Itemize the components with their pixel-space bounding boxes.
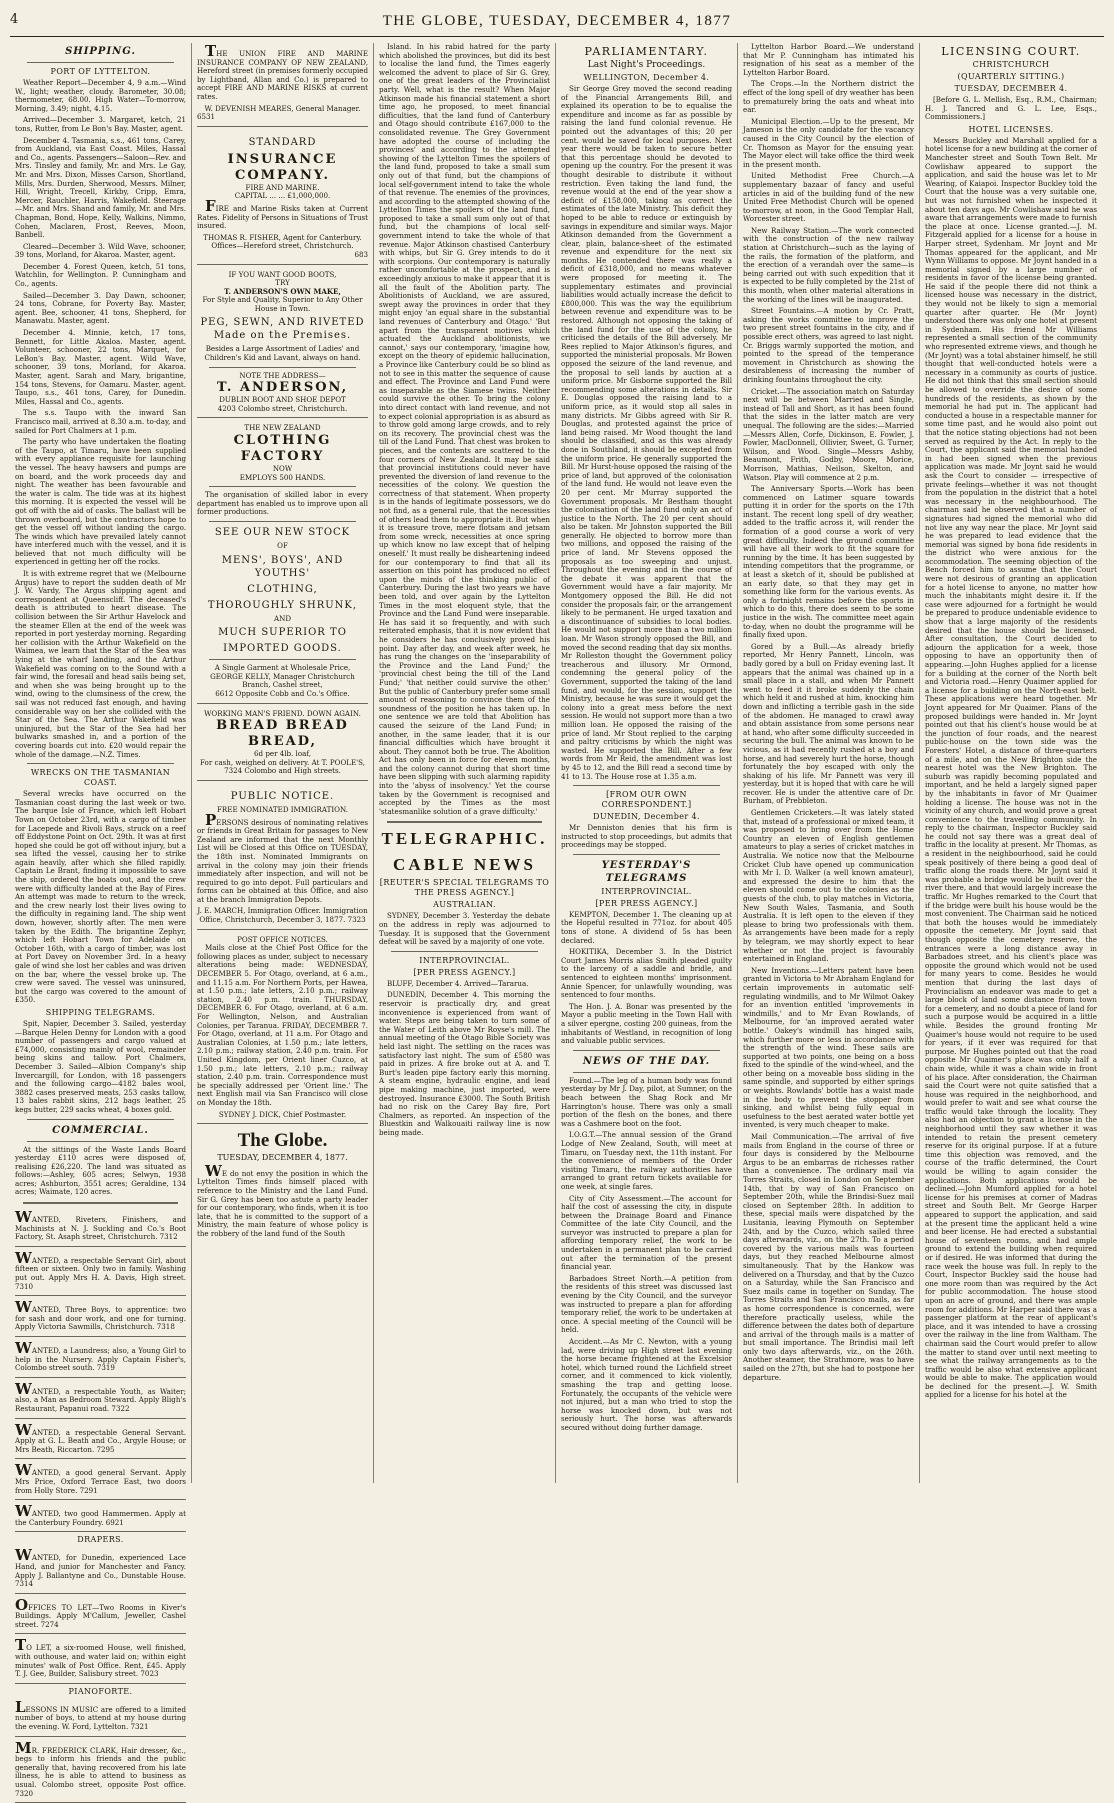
boot-note: NOTE THE ADDRESS— [239, 370, 326, 380]
boot-lead: IF YOU WANT GOOD BOOTS, [228, 269, 337, 279]
bonar-telegram: The Hon. J. A. Bonar was presented by the Mayor a public meeting in the Town Hall with a silver epergne, costing 200 guineas, from the inhabitants of Westland, in recognition of long and valuable public services. [561, 1001, 732, 1046]
masthead [10, 8, 1104, 37]
dunedin-telegram: DUNEDIN, December 4. This morning the reservoir is practically dry, and great inconvenience is experienced from want of water. Steps are being taken to turn some of the Water of Leith above Mr Royse's mill. The annual meeting of the Otago Bible Society was held last night. The settling on the races was satisfactory last night. The sum of £580 was paid in prizes. A fire broke out at A. and T. Burt's leaden pipe factory early this morning. A steam engine, hydraulic engine, and lead pipe making machine, just imported, were destroyed. Insurance £3000. The South British had no risk on the Carey Bay fire, Port Chalmers, as reported. An inspection of the Bluestkin and Walkouaiti railway line is now being made. [379, 990, 550, 1137]
licensing-report: Messrs Buckley and Marshall applied for a hotel license for a new building at the corner of Manchester street and South Town Belt. Mr Cowlishaw appeared to support the application, and said the house was let to Mr Wearing, of Kaiapoi. Inspector Buckley told the Court that the house was a very suitable one, but was not furnished when he inspected it about ten days ago. Mr Cowlishaw said he was aware that arrangements were made to furnish the place at once. License granted.—J. M. Fitzgerald applied for a license for a house in Harper street, Sydenham. Mr Joynt and Mr Thomas appeared for the applicant, and Mr Wynn Williams to oppose. Mr Joynt handed in a memorial signed by a large number of residents in favor of the license being granted. He said if the people there did not think a licensed house was necessary in the district, they would not be likely to sign a memorial quarter after quarter. He (Mr Joynt) understood there was only one hotel at present in Sydenham. His friend Mr Williams represented a small section of the community who represented extreme views, and though he (Mr Joynt) was a total abstainer himself, he still thought that well-conducted hotels were a necessary in a community as courts of justice. He did not think that this small section should be allowed to override the desire of some hundreds of the residents, as shown by the memorial he had put in. The applicant had conducted a house in a respectable manner for some time past, and he would also point out that the notice stating objections had not been served as required by the Act. In reply to the Court, the applicant said the memorial handed in had been signed when the previous application was made. Mr Joynt said he would ask the Court to consider — irrespective of private feelings—whether it was not thought from the population in the district that a hotel was necessary in the neighbourhood. The chairman said he observed that a number of signatures had signed the memorial who did not live any way near the place. Mr Joynt said he was prepared to lead evidence that the memorial was signed by bona fide residents in the district who were anxious for the accommodation. The seeming objection of the Bench forced him to assume that the Court were not desirous of granting an application for a hotel license to anyone, no matter how much the inhabitants might desire it. If the case were adjourned for a fortnight he would be prepared to produce undeniable evidence to show that a large majority of the residents desired that the house should be licensed. After consultation, the Court decided to adjourn the application for a week, those opposing to have an opportunity then of appearing.—John Hughes applied for a license for a building at the corner of the North belt and Victoria road.—Henry Quaimer applied for a license for a building on the North-east belt. These applications were heard together. Mr Joynt appeared for Mr Quaimer. Plans of the proposed buildings were handed in. Mr Joynt pointed out that his client's house would be at the junction of four roads, and the nearest public-house on the town side was the Foresters' Hotel, a distance of three-quarters of a mile, and on the New Brighton side the nearest hotel was the New Brighton. The suburb was rapidly becoming populated and important, and he held a largely signed paper by the inhabitants in favor of Mr Quaimer holding a license. The house was not in the vicinity of any church, and would prove a great convenience to the travelling community. In reply to the chairman, Inspector Buckley said he could not say there was a great deal of traffic in the locality at present. Mr Thomas, as a resident in the neighbourhood, said he could speak positively of there being a good deal of traffic along the roads there. Mr Joynt said it was probable a bridge would be built over the river there, and that would largely increase the traffic. Mr Hughes remarked to the Court that if the bridge were built his house would be the most convenient. The Chairman said he noticed that both the houses would be immediately opposite the cemetery. Mr Joynt said that though opposite the cemetery reserve, the entrances were a long distance away in Barbadoes street, and his client's place was opposite the ground which would not be used for many years to come. Besides he would mention that during the last days of Provincialism an endeavor was made to get a large block of land some distance from town for a cemetery, and no doubt a piece of land for such a purpose would be acquired in a little while. Besides the ground fronting Mr Quaimer's house would not require to be used for years, if it ever was required for that purpose. Mr Hughes pointed out that the road opposite Mr Quaimer's place was only half a chain wide, while it was a chain wide in front of his place. After consideration, the Chairman said the Court were not quite satisfied that a house was required in the neighborhood, and would prefer to wait and see what course the traffic would take through the locality. They also had an objection to grant a license in the neighborhood until they saw whether it was intended to retain the present cemetery reserve for its original purpose. If at a future time this objection was removed, and the course of the traffic determined, the Court would be willing to again consider the applications. Both applications would be declined.—John Mumford applied for a hotel license for his premises at corner of Madras street and South Belt. Mr George Harper appeared to support the application, and said at the present time the applicant held a wine and beer license. He had erected a substantial house of seventeen rooms, and had ample ground to extend the building when required or if desired. He was informed that during the race week the house was full. In reply to the Court, Inspector Buckley said the house had one more room than was required by the Act for public accommodation. The house stood upon an acre of ground, and there was ample room for additions. Mr Harper said there was a passenger platform at the rear of applicant's place, and it was intended to have a crossing over the railway in the line from Waltham. The chairman said the Court would prefer to allow the matter to stand over until next meeting to see what the railway arrangements as to the traffic would be also what extensive applicant would be able to make. The application would be declined for the present.—J. W. Smith applied for a license for his hotel at the [925, 135, 1097, 1400]
news-item: Cricket.—The association match on Saturday next will be between Married and Single, instead of Tall and Short, as it has been found that the sides in the latter match are very unequal. The following are the sides:—Married—Messrs Allen, Corfe, Dickinson, E. Fowler, J. Fowler, MacDonnell, Ollivier, Sweet, G. Turner, Wilson, and Wood. Single—Messrs Ashby, Beaumont, Frith, Godby, Moore, Morice, Morrison, Mathias, Neilson, Skelton, and Watson. Play will commence at 2 p.m. [743, 386, 914, 482]
wrecks-title: WRECKS ON THE TASMANIAN COAST. [30, 768, 171, 788]
nz-see: SEE OUR NEW STOCK [214, 527, 351, 538]
news-of-the-day-title: NEWS OF THE DAY. [582, 1055, 711, 1067]
divider [27, 1141, 174, 1142]
parliamentary-title: PARLIAMENTARY. [584, 45, 709, 58]
quarterly-sitting: (QUARTERLY SITTING.) [957, 72, 1065, 81]
divider [387, 821, 542, 823]
cleared: Cleared—December 3. Wild Wave, schooner, 39 tons, Morland, for Akaroa. Master, agent. [15, 241, 186, 260]
boot-address: 4203 Colombo street, Christchurch. [217, 403, 348, 413]
bread-price: 6d per 4lb. loaf, [254, 749, 311, 759]
nz-single: A Single Garment at Wholesale Price, [214, 663, 351, 673]
court-bench: [Before G. L. Mellish, Esq., R.M., Chairman; H. J. Tancred and G. L. Lee, Esqs., Commissioners.] [925, 95, 1097, 122]
pianoforte-title: PIANOFORTE. [68, 1686, 133, 1696]
divider [391, 951, 538, 952]
correspondent-note: [FROM OUR OWN CORRESPONDENT.] [601, 790, 692, 810]
drapers-title: DRAPERS. [77, 1535, 124, 1545]
commercial-title: COMMERCIAL. [52, 1124, 149, 1136]
column-1 [10, 43, 192, 1798]
court-date: TUESDAY, DECEMBER 4. [954, 84, 1068, 93]
column-2 [192, 43, 374, 1483]
news-item: New Inventions.—Letters patent have been granted in Victoria to Mr Abraham England for certain improvements in automatic self-regulating windmills, and to Mr Wilmot Oakey for an invention entitled 'improvements in windmills,' and to Mr Evan Rowlands, of Melbourne, for 'an improved aerated water bottle.' Oakey's windmill has hinged sails, which further more or less in accordance with the strength of the wind. These sails are supported at two points, one being on a boss fixed to the spindle of the wind-wheel, and the other being on a moveable boss sliding in the same spindle, and supported by either springs or weights. Rowlands' bottle has a waist made in the body to prevent the stopper from sinking, and whilst being fully equal in usefulness to the best aerated water bottle yet invented, is very much cheaper to make. [743, 965, 914, 1130]
reuter-note: [REUTER'S SPECIAL TELEGRAMS TO THE PRESS AGENCY.] [379, 878, 550, 898]
news-item: Found.—The leg of a human body was found yesterday by Mr J. Day, pilot, at Sumner, on the beach between the Shag Rock and Mr Harrington's house. There was only a small portion of the flesh on the bones, and there was a Cashmere boot on the foot. [561, 1075, 732, 1128]
nz-of: OF [277, 541, 288, 550]
licensing-court-title: LICENSING COURT. [941, 45, 1081, 58]
news-item: New Railway Station.—The work connected with the construction of the new railway station at Christchurch—such as the laying of the rails, the formation of the platform, and the erection of a verandah over the same—is being carried out with such expedition that it is expected to be fully completed by the 21st of this month, when other material alterations in the working of the lines will be inaugurated. [743, 225, 914, 304]
standard-num: 683 [354, 249, 368, 259]
classified-ad: WANTED, for Dunedin, experienced Lace Hand, and junior for Manchester and Fancy. Apply J. Ballantyne and Co., Dunstable House. 7314 [15, 1547, 186, 1593]
boot-stock: Besides a Large Assortment of Ladies' and Children's Kid and Lavant, always on hand. [204, 344, 361, 363]
columns [10, 42, 1104, 1798]
standard-head: STANDARD [248, 136, 317, 148]
divider [573, 854, 720, 855]
arrived-dec4: December 4. Tasmania, s.s., 461 tons, Carey, from Auckland, via East Coast. Miles, Hassal and Co., agents. Passengers—Saloon—Rev. and Mrs. Tinsley and family, Mr. and Mrs. Le Gay, Mr. and Mrs. Dixon, Misses Carson, Shortland, Mills, Mrs. Durden, Sherwood, Messrs. Milner, Hill, Wright, Trecell, Kirkby, Cripp, Emra, Mercer, Rauchler, Harris, Wakefield. Steerage—Mr. and Mrs. Shand and family, Mr. and Mrs. Chapman, Bond, Hope, Kelly, Walkins, Nimmo, Cohen, Maclaren, Frost, Reeves, Moon, Banbell. [15, 135, 186, 240]
globe-nameplate: The Globe. [237, 1130, 328, 1152]
newspaper-title: THE GLOBE, TUESDAY, DECEMBER 4, 1877 [382, 13, 732, 29]
news-item: Municipal Election.—Up to the present, Mr Jameson is the only candidate for the vacancy caused in the City Council by the election of Cr. Thomson as Mayor for the ensuing year. The Mayor elect will take office the third week in the present month. [743, 116, 914, 169]
globe-date: TUESDAY, DECEMBER 4, 1877. [217, 1153, 348, 1163]
news-item: The Anniversary Sports.—Work has been commenced on Latimer square towards putting it in order for the sports on the 17th instant. The recent long spell of dry weather, added to the traffic across it, will render the formation of a good course a work of very great difficulty. Indeed the ground committee will have all their work to fit the square for running by the time. It has been suggested by intending competitors that the programme, or at least a sketch of it, should be published at an early date, so that they may get in something like form for the various events. As only a fortnight remains before the sports in which to do this, there does seem to be some justice in the wish. The committee meet again to-day, when no doubt the programme will be finally fixed upon. [743, 484, 914, 640]
standard-insurance-ad [197, 130, 368, 265]
news-item: Mail Communication.—The arrival of five mails from England in the course of three or four days is considered by the Melbourne Argus to be an embarras de richesses rather than a convenience. The ordinary mail via Torres Straits, closed in London on September 14th, that by way of San Francisco on September 20th, while the Brindisi-Suez mail closed on September 28th. In addition to these, special mails were dispatched by the Lusitania, leaving Plymouth on September 24th, and by the Cuzco, which sailed three days afterwards, viz., on the 27th. To a period covered by the various mails was fourteen days, but they reached Melbourne almost simultaneously. That by the Hankow was delivered on a Thursday, and that by the Cuzco on a Saturday, while the San Francisco and Suez mails came in together on Sunday. The Torres Straits and San Francisco mails, as far as home correspondence is concerned, were therefore practically useless, while the difference between the dates both of departure and arrival of the through mails is a matter of but small importance. The Brindisi mail left only two days afterwards, viz., on the 26th. Another steamer, the Strathmore, was to have sailed on the 27th, but she had to postpone her departure. [743, 1132, 914, 1382]
telegraphic-title: TELEGRAPHIC. [381, 829, 548, 849]
news-item: City of City Assessment.—The account for half the cost of assessing the city, in dispute between the Drainage Board and Finance Committee of the late City Council, and the surveyor was instructed to prepare a plan for affording temporary relief, the work to be undertaken in a permanent plan to be carried out after the termination of the present financial year. [561, 1193, 732, 1272]
nz-big: CLOTHING FACTORY [233, 433, 332, 465]
nz-address: 6612 Opposite Cobb and Co.'s Office. [215, 688, 350, 698]
press-agency-note: [PER PRESS AGENCY.] [595, 898, 698, 908]
hotel-licenses-title: HOTEL LICENSES. [968, 124, 1054, 134]
bluff-telegram: BLUFF, December 4. Arrived—Tararua. [387, 978, 529, 988]
shipping-telegrams-title: SHIPPING TELEGRAMS. [45, 1007, 156, 1017]
page-number: 4 [10, 12, 19, 27]
hokitika-telegram: HOKITIKA, December 3. In the District Court James Morris alias Smith pleaded guilty to the larceny of a saddle and bridle, and sentenced to eighteen months' imprisonment. Annie Spencer, for unlawfully wounding, was sentenced to four months. [561, 947, 732, 1000]
floating-note: The party who have undertaken the floating of the Taupo, at Timaru, have been supplied with every appliance requisite for launching the vessel. The heavy hawsers and pumps are on board, and the work proceeds day and night. The weather has been favourable and the water is calm. The tide was at its highest this morning. It is expected the vessel will be got off with the aid of casks. The ballast will be thrown overboard, but the contractors hope to get the vessel off without landing the cargo. The winds which have prevailed lately cannot have interfered much with the vessel, and it is believed that not much difficulty will be experienced in getting her off the rocks. [15, 437, 186, 567]
nz-employs: EMPLOYS 500 HANDS. [239, 472, 326, 482]
nz-now: NOW [272, 464, 293, 474]
classified-ad: WANTED, two good Hammermen. Apply at the Canterbury Foundry. 6921 [15, 1503, 186, 1532]
christchurch-heading: CHRISTCHURCH [972, 60, 1050, 69]
boot-style: For Style and Quality, Superior to Any Other House in Town. [202, 295, 363, 313]
wreck-note: It is with extreme regret that we (Melbourne Argus) have to report the sudden death of Mr J. W. Vardy, The Argus shipping agent and correspondent at Queenscliff. The deceased's death is attributed to heart disease. The collision between the Sir Arthur Havelock and the steamer Ellen at the end of the week was reported in port yesterday morning. Regarding her collision with the Arthur Wakefield on the Waimea, we learn that the Star of the Sea was lying at the wharf landing, and the Arthur Wakefield was coming on to the Sound with a fair wind, the foresail and head sails being set, and when she was being brought up to the wind, owing to the clumsiness of the crew, the sail was not reduced fast enough, and having considerable way on her she collided with the Star of the Sea. The Arthur Wakefield was uninjured, but the Star of the Sea had her bulwarks smashed in, and a portion of the covering boards cut into. £20 would repair the whole of the damage.—N.Z. Times. [15, 569, 186, 759]
notice-body: PERSONS desirous of nominating relatives or friends in Great Britain for passages to New Zealand are informed that the next Monthly List will be Closed at this Office on TUESDAY, the 18th inst. Nominated Immigrants on arrival in the colony may join their friends immediately after inspection, and will not be required to go into depot. Full particulars and forms can be obtained at this Office, and also at the branch Immigration Depots. [197, 810, 368, 904]
nz-mens: MENS', BOYS', AND YOUTHS' [221, 554, 344, 579]
boot-name: T. ANDERSON, [216, 380, 349, 396]
divider [209, 659, 356, 660]
post-body: Mails close at the Chief Post Office for the following places as under, subject to necessary alterations being made: WEDNESDAY, DECEMBER 5. For Otago, overland, at 6 a.m., and 11.15 a.m. For Northern Ports, per Hawea, at 1.50 p.m.; late letters, 2.10 p.m.; railway station, 2.40 p.m. train. THURSDAY, DECEMBER 6. For Otago, overland, at 6 a.m. For Wellington, Nelson, and Australian Colonies, per Taranua. FRIDAY, DECEMBER 7. For Otago, overland, at 11 a.m. For Otago and Australian Colonies, at 1.50 p.m.; late letters, 2.10 p.m.; railway station, 2.40 p.m. train. For United Kingdom, per Orient liner Cuzco, at 1.50 p.m.; late letters, 2.10 p.m.; railway station, 2.40 p.m. train. Correspondence must be specially addressed per 'Orient line.' The next English mail via San Francisco will close on Monday the 18th. [197, 943, 368, 1107]
divider [573, 1072, 720, 1073]
divider [209, 521, 356, 522]
news-item: Gored by a Bull.—As already briefly reported, Mr Henry Pannett, Lincoln, was badly gored by a bull on Friday evening last. It appears that the animal was chained up in a small place in a stall, and when Mr Pannett went to feed it it broke suddenly the chain which held it and rushed at him, knocking him down and inflicting a terrible gash in the side of the abdomen. He managed to crawl away and obtain assistance from some persons near at hand, who after some difficulty succeeded in securing the bull. The animal was known to be vicious, as it had recently rushed at a boy and horse, and had severely hurt the horse, though fortunately the boy escaped with only the shaking of his life. Mr Pannett was very ill yesterday, but it is hoped that with care he will recover. He is under the attentive care of Dr. Burham, of Prebbleton. [743, 641, 914, 806]
news-item: Lyttelton Harbor Board.—We understand that Mr P. Cunningham has intimated his resignation of his seat as a member of the Lyttelton Harbor Board. [743, 42, 914, 77]
interprovincial-title: INTERPROVINCIAL. [601, 886, 692, 896]
classified-ad: WANTED, Riveters, Finishers, and Machinists at N. J. Suckling and Co.'s Boot Factory, St. Asaph street, Christchurch. 7312 [15, 1209, 186, 1247]
news-item: Accident.—As Mr C. Newton, with a young lad, were driving up High street last evening the horse became frightened at the Excelsior hotel, which turned round the Lichfield street corner, and it commenced to kick violently, smashing the trap and getting loose. Fortunately, the occupants of the vehicle were not injured, but a man who tried to stop the horse was knocked down, but was not seriously hurt. The horse was afterwards secured without doing further damage. [561, 1337, 732, 1432]
nz-superior: MUCH SUPERIOR TO [218, 627, 347, 639]
shipping-title: SHIPPING. [65, 46, 136, 57]
australian-title: AUSTRALIAN. [433, 900, 496, 910]
column-3 [374, 43, 556, 1483]
yesterdays-telegrams-title: YESTERDAY'S TELEGRAMS [601, 859, 692, 884]
shipping-telegrams: Spit, Napier, December 3. Sailed, yesterday—Barque Helen Denny for London with a good number of passengers and cargo valued at £74,000, consisting mainly of wool, remainder being skins and tallow. Port Chalmers, December 3. Sailed—Albion Company's ship Invercargill, for London, with 18 passengers and the following cargo—4182 bales wool, 3882 cases preserved meats, 253 casks tallow, 13 bales rabbit skins, 212 bags leather, 25 kegs butter, 229 sacks wheat, 4 boxes gold. [15, 1018, 186, 1114]
port-title: PORT OF LYTTELTON. [50, 67, 151, 76]
news-item: Gentlemen Cricketers.—It was lately stated that, instead of a professional or mixed team, it was proposed to bring over from the Home Country an eleven of English gentlemen amateurs to play a series of cricket matches in Australia. We notice now that the Melbourne Cricket Club have opened up communication with Mr I. D. Walker (a well known amateur), and expressed the desire to him that the eleven should come out to the colonies as the guests of the club, to play matches in Victoria, New South Wales, Tasmania, and South Australia. It is left open to the eleven if they please to bring two professionals with them. As arrangements have been made for a reply by telegram, we may shortly expect to hear whether or not the project is favourably entertained in England. [743, 808, 914, 964]
arrived: Arrived—December 3. Margaret, ketch, 21 tons, Rutter, from Le Bon's Bay. Master, agent. [15, 115, 186, 133]
bread-address: 7324 Colombo and High streets. [224, 766, 341, 776]
boot-pegged: PEG, SEWN, AND RIVETED Made on the Premises. [200, 317, 365, 342]
interprovincial-title: INTERPROVINCIAL. [419, 955, 510, 965]
standard-body: FIRE and Marine Risks taken at Current Rates. Fidelity of Persons in Situations of Trust insured. [197, 196, 368, 231]
editorial-continued: Island. In his rabid hatred for the party which abolished the provinces, but did its best to localise the land fund, the Times eagerly welcomed the advent to place of Sir G. Grey, one of the great leaders of the Provincialist party. Well, what is the result? When Major Atkinson made his financial statement a short time ago, he proposed, to meet financial difficulties, that the land fund of Canterbury and Otago should contribute £167,000 to the consolidated revenue. The Grey Government have adopted the course of including the provinces' and according to the attempted showing of the Lyttelton Times the spoilers of the land fund, proposed to take a small sum only out of that fund, but the champions of local self-government intend to take the whole of that revenue. The enemies of the provinces, and according to the attempted showing of the Lyttelton Times the spoilers of the land fund, proposed to take a small sum only out of that fund, but the champions of local self-government intend to take the whole of that revenue. Major Atkinson chastised Canterbury with whips, but Sir G. Grey intends to do it with scorpions. Our contemporary is naturally rather uncomfortable at the prospect, and is exceedingly anxious to make it appear that it is all the fault of the Abolition party. The Abolitionists of Auckland, we are assured, swept away the provinces in order that they might enjoy 'an equal share in the substantial land revenues of Canterbury and Otago.' 'But apart from the transparent motives which actuated the Auckland abolitionists, we cannot,' says our contemporary, 'imagine how, except on the theory of epidemic hallucination, a Province like Canterbury could be so blind as not to see in this matter the sequence of cause and effect. The Province and Land Fund were as inseparable as the Siamese twins. Neither could survive the other. To bring the colony into direct contact with land revenue, and not to expect colonial appropriation is as absurd as to throw gold among large crowds, and to rely on its recovery. The provincial chest was the till of the Land Fund. That chest was broken to pieces, and the contents are scattered to the four corners of New Zealand. It may be said that provincial institutions could never have prevented the diversion of land revenue to the necessities of the colony. We question the correctness of that statement. When property is in the hands of legitimate possessors, we do not find, as a general rule, that the necessities of others lead them to appropriate it. But when it is treasure trove, mere flotsam and jetsam from some wreck, necessities at once spring up which know no law except that of helping oneself.' It must really be disheartening indeed for our contemporary to find that all its assertion on this point has produced no effect upon the minds of the thinking public of Canterbury. During the last two years we have been told, and over again by the Lyttelton Times in the most eloquent style, that the Province and the Land Fund were inseparable. He has said it so frequently, and with such reiterated emphasis, that it is now evident that he considers he has conclusively proved his point. Day after day, and week after week, he has rung the changes on the 'inseparability of the Province and the Land Fund;' the 'provincial chest being the till of the Land Fund;' 'that neither could survive the other.' But the public of Canterbury prefer some small amount of reasoning to convince them of the soundness of the position he has taken up. In one sentence we are told that Abolition has caused the seizure of the Land Fund; in another, in the same leader, that it is our financial difficulties which have brought it about. They cannot both be true. The Abolition Act has only been in force for eleven months, and the colony cannot during that short time have been slipping with such alarming rapidity into the 'abyss of insolvency.' Yet the course taken by the Government is recognised and accepted by the Times as the most 'statesmanlike solution of a grave difficulty.' [379, 42, 550, 816]
standard-sub: FIRE AND MARINE. [245, 182, 320, 192]
classified-ad: OFFICES TO LET—Two Rooms in Kiver's Buildings. Apply M'Callum, Jeweller, Cashel street. 7274 [15, 1597, 186, 1635]
sydney-telegram: SYDNEY, December 3. Yesterday the debate on the address in reply was adjourned to Tuesday. It is supposed that the Government defeat will be saved by a majority of one vote. [379, 911, 550, 947]
union-text: THE UNION FIRE AND MARINE INSURANCE COMPANY OF NEW ZEALAND, Hereford street (in premises formerly occupied by Lightband, Allan and Co.) is prepared to accept FIRE AND MARINE RISKS at current rates. [197, 42, 368, 101]
union-num: 6531 [197, 112, 216, 122]
cable-news-title: CABLE NEWS [393, 855, 536, 875]
sailed-dec4: December 4. Minnie, ketch, 17 tons, Bennett, for Little Akaloa. Master, agent. Volunteer, schooner, 22 tons, Marquet, for LeBon's Bay. Master, agent. Wild Wave, schooner, 39 tons, Morland, for Akaroa. Master, agent. Sarah and Mary, brigantine, 154 tons, Stevens, for Oamaru. Master, agent. Taupo, s.s., 461 tons, Carey, for Dunedin. Miles, Hassal and Co., agents. [15, 328, 186, 406]
weather-report: Weather Report—December 4, 9 a.m.—Wind W., light; weather, cloudy. Barometer, 30.08; thermometer, 68.00. High Water—To-morrow, Morning, 3.49; night, 4.15. [15, 78, 186, 113]
parliamentary-subtitle: Last Night's Proceedings. [587, 60, 706, 70]
news-item: Street Fountains.—A motion by Cr. Pratt, asking the works committee to improve the two present street fountains in the city, and if possible erect others, was agreed to last night. Cr. Briggs warmly supported the motion, and pointed to the spread of the temperance movement in Christchurch as showing the desirableness of increasing the number of drinking fountains throughout the city. [743, 306, 914, 384]
column-5 [738, 43, 920, 1483]
divider [23, 1202, 178, 1204]
notice-sign: J. E. MARCH, Immigration Officer. Immigration Office, Christchurch, December 3, 1877. 7323 [197, 906, 368, 925]
nz-sign: GEORGE KELLY, Manager Christchurch Branch, Cashel street, [210, 671, 355, 690]
correspondent-report: Mr Denniston denies that his firm is instructed to stop proceedings, but admits that proceedings may be stopped. [561, 823, 732, 850]
divider [573, 1050, 720, 1051]
bread-body: For cash, weighed on delivery. At T. POOLE'S, [200, 757, 365, 767]
post-office-ad [197, 933, 368, 1124]
correspondent-dateline: DUNEDIN, December 4. [593, 812, 700, 822]
classified-ad: WANTED, a respectable Youth, as Waiter; also, a Man as Bedroom Steward. Apply Bligh's Restaurant, Papanui road. 7322 [15, 1381, 186, 1419]
classified-ad: MR. FREDERICK CLARK, Hair dresser, &c., begs to inform his friends and the public generally that, having recovered from his late illness, he is able to attend to business as usual. Colombo street, opposite Post office. 7320 [15, 1740, 186, 1803]
divider [27, 1119, 174, 1120]
divider [27, 62, 174, 63]
post-head: POST OFFICE NOTICES. [237, 934, 328, 944]
nz-head: THE NEW ZEALAND [244, 423, 321, 433]
classified-ad: WANTED, a respectable General Servant. Apply at G. L. Beath and Co., Argyle House; or Mrs Beath, Riccarton. 7295 [15, 1422, 186, 1460]
news-item: The Crops.—In the Northern district the effect of the long spell of dry weather has been to prematurely bring the oats and wheat into ear. [743, 79, 914, 115]
nz-and: AND [273, 613, 292, 623]
nz-body: The organisation of skilled labor in every department has enabled us to improve upon all former productions. [197, 490, 368, 517]
classified-ad: WANTED, a Laundress; also, a Young Girl to help in the Nursery. Apply Captain Fisher's, Colombo street south. 7319 [15, 1340, 186, 1378]
classified-ad: TO LET, a six-roomed House, well finished, with outhouse, and water laid on; within eight minutes' walk of Post Office. Rent, £45. Apply T. J. Gee, Builder, Salisbury street. 7023 [15, 1637, 186, 1683]
wrecks-article: Several wrecks have occurred on the Tasmanian coast during the last week or two. The barque Isle of France, which left Hobart Town on October 23rd, with a cargo of timber for Lacepede and Rivoli Bays, struck on a reef off Eddystone Point on Oct. 29th. It was at first hoped she could be got off without injury, but a sea lifted the vessel, causing her to strike again heavily, after which she filled rapidly. Captain Le Brant, finding it impossible to save the ship, ordered the boats out, and the crew were with difficulty landed at the Bay of Fires. An attempt was made to return to the wreck, and the crew nearly lost their lives owing to the difficulty in regaining land. The ship went down, however, shortly after. The men were taken by the Edith. The brigantine Zephyr, which left Hobart Town for Adelaide on October 16th, with a cargo of timber, was lost at Port Davey on November 3rd. In a heavy gale of wind she lost her cables and was driven on the bar, where the vessel broke up. The crew were saved. The vessel was uninsured, but the cargo was covered to the amount of £350. [15, 789, 186, 1005]
nz-imported: IMPORTED GOODS. [223, 643, 342, 655]
parliamentary-dateline: WELLINGTON, December 4. [583, 73, 710, 82]
sailed: Sailed—December 3. Day Dawn, schooner, 24 tons, Cobrane, for Poverty Bay. Master, agent. Bee, schooner, 41 tons, Shepherd, for Manawatu. Master, agent. [15, 290, 186, 326]
standard-capital: CAPITAL ... ... £1,000,000. [234, 191, 331, 201]
editorial: WE do not envy the position in which the Lyttelton Times finds himself placed with reference to the Ministry and the Land Fund. Sir G. Grey has been too astute a party leader for our contemporary, who finds, when it is too late, that he is committed to the support of a Ministry, the main feature of whose policy is the robbery of the land fund of the South [197, 1161, 368, 1238]
classified-ad: WANTED, a respectable Servant Girl, about fifteen or sixteen. Only two in family. Washing put out. Apply Mrs H. A. Davis, High street. 7310 [15, 1250, 186, 1296]
union-sign: W. DEVENISH MEARES, General Manager. [204, 103, 361, 113]
parliamentary-report: Sir George Grey moved the second reading of the Financial Arrangements Bill, and explained its operation to be to equalise the expenditure and income as far as possible by raising the land fund colonial revenue. He pointed out the advantages of this; 20 per cent. would be saved for local purposes. Next year there would be taken to secure better that this percentage should be devoted to opening up the country. For the present it was thought desirable to distribute it without restriction. Even taking the land fund, the revenue would at the end of the year show a deficit of £158,000, taking as correct the estimates of the late Ministry. This deficit they hoped to be able to reduce or extinguish by savings in expenditure and similar ways. Major Atkinson demanded from the Government a clear, plain, balance-sheet of the estimated revenue and expenditure for the next six months. He contended there was really a deficit of £318,000, and no means whatever were proposed for meeting it. The supplementary estimates and provincial liabilities would actually increase the deficit to £800,000. This was the way the equilibrium between revenue and expenditure was to be restored. Although not opposing the taking of the land fund for the use of the colony, he criticised the details of the Bill adversely. Mr Rees replied to Major Atkinson's figures, and supported the ministerial proposals. Mr Bowen opposed the seizure of the land revenue, and the proposal to sell lands by auction at a uniform price. Mr Gisborne supported the Bill recommending some alterations in details. Sir E. Douglas opposed the raising land to a uniform price, as it would stop all sales in many districts. Mr Gibbs agreed with Sir R. Douglas, and protested against the price of land being raised. Mr Wood thought the land should be classified, and as this was already done in Southland, it should be excepted from the uniform price. He generally supported the Bill. Mr Hurst-house opposed the raising of the price of land, but approved of the colonisation of the land fund. He would not leave even the 20 per cent. Mr Murray supported the Government proposals. Mr Bestham thought the colonisation of the land fund only an act of justice to the North. The 20 per cent should also be taken. Mr Johnston supported the Bill generally. He objected to borrow more than two millions, and opposed the raising of the price of land. Mr Stevens opposed the proposals as too sweeping and unjust. Throughout the evening and in the course of the debate it was apparent that the Government would have a fair majority. Mr Montgomery opposed the Bill. He did not consider the proposals fair, or the arrangement likely to be permanent. He urged taxation and a discontinuance of subsidies to local bodies. He would not support more than a two million loan. Mr Wason strongly opposed the Bill, and moved the second reading that day six months. Mr Rolleston thought the Government policy treacherous and illusory. Mr Ormond, condemning the general policy of the Government, supported the taking of the land fund, and would, for the session, support the Ministry, because he was sure it would get the colony into a great mess before the next session. He would not support more than a two million loan. He opposed the raising of the price of land. Mr Stout replied to the carping and paltry criticisms by which the night was wasted. He supported the Bill. After a few words from Mr Reid, the amendment was lost by 45 to 12, and the Bill read a second time by 41 to 13. The House rose at 1.35 a.m. [561, 84, 732, 781]
bread-head: WORKING MAN'S FRIEND. DOWN AGAIN. [204, 708, 361, 718]
standard-sign: THOMAS R. FISHER, Agent for Canterbury. Offices—Hereford street, Christchurch. [203, 232, 362, 251]
bread-ad [197, 707, 368, 781]
notice-sub: FREE NOMINATED IMMIGRATION. [217, 804, 348, 814]
standard-big: INSURANCE COMPANY. [227, 151, 338, 183]
divider [27, 763, 174, 764]
clothing-factory-ad [197, 421, 368, 703]
notice-head: PUBLIC NOTICE. [230, 790, 335, 802]
boot-depot: DUBLIN BOOT AND SHOE DEPOT [219, 395, 346, 405]
cleared-dec4: December 4. Forest Queen, ketch, 51 tons, Watchlin, for Wellington. P. Cunningham and Co., agents. [15, 261, 186, 289]
classified-ad: LESSONS IN MUSIC are offered to a limited number of boys, to attend at my house during the evening. W. Ford, Lyttelton. 7321 [15, 1699, 186, 1737]
divider [209, 486, 356, 487]
column-4 [556, 43, 738, 1483]
taupo-note: The s.s. Taupo with the inward San Francisco mail, arrived at 8.30 a.m. to-day, and sailed for Port Chalmers at 1 p.m. [15, 408, 186, 435]
boot-try: TRY [275, 278, 290, 288]
classified-ad: WANTED, Three Boys, to apprentice: two for sash and door work, and one for turning. Apply Victoria Sawmills, Christchurch. 7318 [15, 1299, 186, 1337]
news-item: I.O.G.T.—The annual session of the Grand Lodge of New Zealand, South, will meet at Timaru, on Tuesday next, the 11th instant. For the convenience of members of the Order visiting Timaru, the railway authorities have arranged to grant return tickets available for one week, at single fares. [561, 1130, 732, 1191]
post-sign: SYDNEY J. DICK, Chief Postmaster. [218, 1109, 347, 1119]
commercial-article: At the sittings of the Waste Lands Board yesterday £110 acres were disposed of, realising £26,220. The land was situated as follows:—Ashley, 605 acres; Selwyn, 1938 acres; Ashburton, 3551 acres; Geraldine, 134 acres; Waimate, 120 acres. [15, 1144, 186, 1197]
divider [573, 785, 720, 786]
union-insurance-ad [197, 43, 368, 127]
boot-make: T. ANDERSON'S OWN MAKE, [224, 286, 341, 296]
nz-shrunk: THOROUGHLY SHRUNK, [207, 599, 358, 611]
divider [209, 367, 356, 368]
public-notice-ad [197, 784, 368, 930]
kempton-telegram: KEMPTON, December 1. The cleaning up at the Hopeful resulted in 771oz. for about 405 tons of stone. A dividend of 5s has been declared. [561, 909, 732, 945]
news-item: United Methodist Free Church.—A supplementary bazaar of fancy and useful articles in aid of the building fund of the new United Free Methodist Church will be opened to-morrow, at noon, in the Good Templar Hall, Worcester street. [743, 171, 914, 224]
press-agency-note: [PER PRESS AGENCY.] [413, 967, 516, 977]
bread-big: BREAD BREAD BREAD, [216, 718, 349, 750]
news-item: Barbadoes Street North.—A petition from the residents of this street was discussed last evening by the City Council, and the surveyor was instructed to prepare a plan for affording temporary relief, the work to be undertaken at once. A special meeting of the Council will be held. [561, 1273, 732, 1335]
column-6 [920, 43, 1102, 1483]
classified-ad: WANTED, a good general Servant. Apply Mrs Price, Oxford Terrace East, two doors from Holly Store. 7291 [15, 1462, 186, 1500]
anderson-boot-ad [197, 268, 368, 419]
nz-clothing: CLOTHING, [247, 583, 318, 595]
